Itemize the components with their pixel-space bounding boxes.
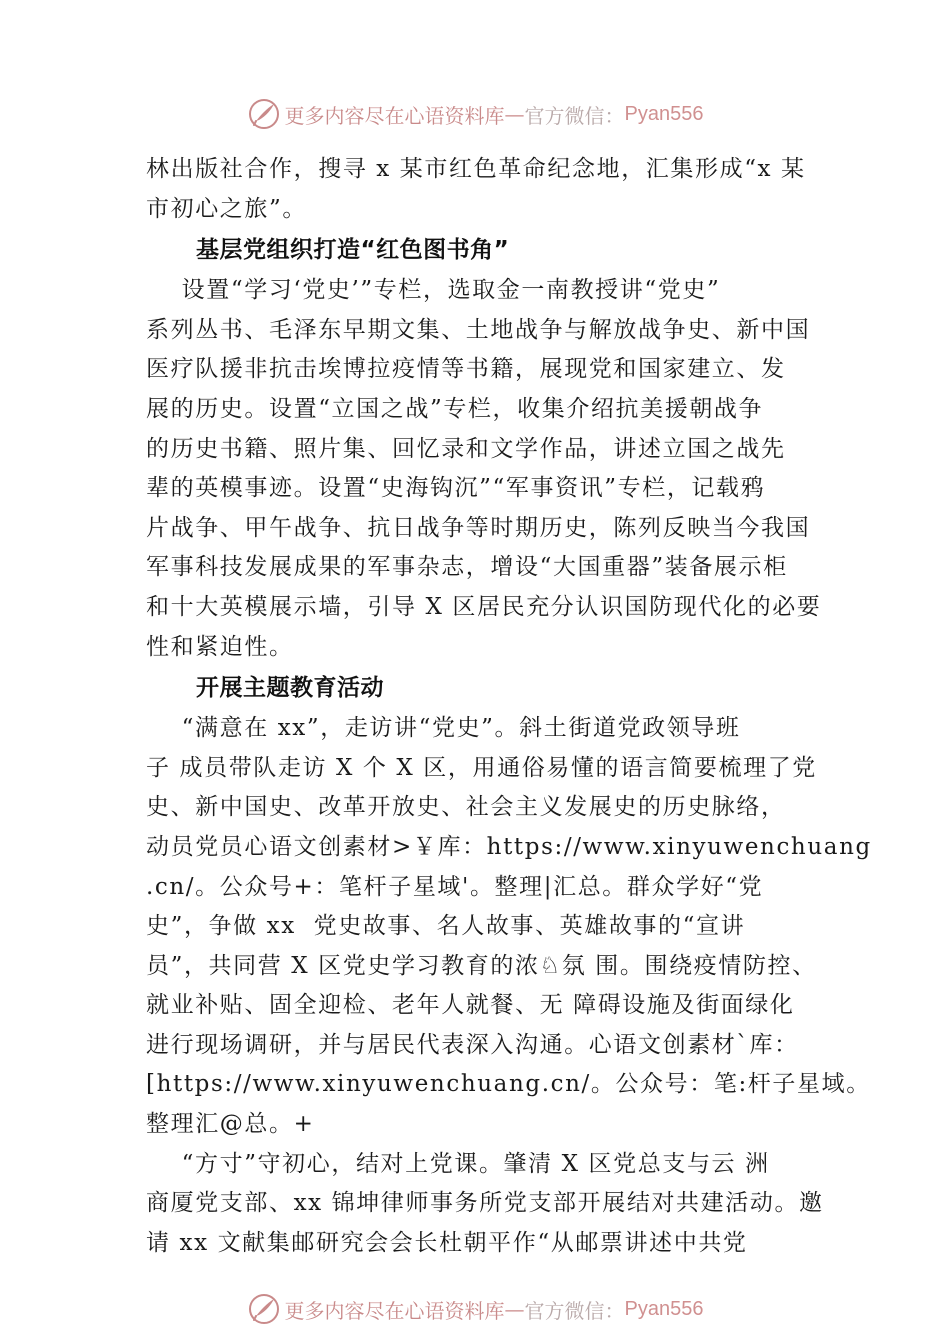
section-heading: 开展主题教育活动 [196,675,384,702]
text-line: 性和紧迫性。 [146,633,294,660]
text-line: 整理汇@总。+ [146,1111,315,1138]
watermark-wechat-id: Pyan556 [624,102,704,125]
watermark-banner-top [0,92,950,136]
quill-circle-logo-icon [247,1292,281,1326]
text-line: 进行现场调研，并与居民代表深入沟通。心语文创素材`库： [146,1031,799,1058]
text-line: 林出版社合作，搜寻 x 某市红色革命纪念地，汇集形成“x 某 [146,156,806,182]
watermark-main-text: 更多内容尽在心语资料库 [284,1298,505,1323]
text-line: 就业补贴、固全迎检、老年人就餐、无 障碍设施及街面绿化 [146,992,795,1019]
quill-circle-logo-icon [247,97,281,131]
watermark-banner-bottom [0,1287,950,1331]
text-line: 史”，争做 xx 党史故事、名人故事、英雄故事的“宣讲 [146,913,746,940]
watermark-wechat-id: Pyan556 [624,1297,704,1320]
text-line: 医疗队援非抗击埃博拉疫情等书籍，展现党和国家建立、发 [146,356,786,383]
text-line: 和十大英模展示墙，引导 X 区居民充分认识国防现代化的必要 [146,593,822,620]
watermark-dash: — [504,1297,525,1321]
text-line: 史、新中国史、改革开放史、社会主义发展史的历史脉络， [146,794,786,821]
paragraph [146,271,836,667]
paragraph [146,150,836,229]
text-line: 商厦党支部、xx 锦坤律师事务所党支部开展结对共建活动。邀 [146,1190,824,1217]
text-line: 员”，共同营 X 区党史学习教育的浓♘氛 围。围绕疫情防控、 [146,952,817,979]
text-line: 子 成员带队走访 X 个 X 区，用通俗易懂的语言简要梳理了党 [146,754,817,781]
watermark-wechat-label: 官方微信： [524,103,625,128]
text-line: 动员党员心语文创素材>￥库：https://www.xinyuwenchuang [146,833,872,860]
text-line: [https://www.xinyuwenchuang.cn/。公众号：笔:杆子星域。 [146,1071,871,1098]
text-line: 展的历史。设置“立国之战”专栏，收集介绍抗美援朝战争 [146,395,764,422]
text-line: “方寸”守初心，结对上党课。肇清 X 区党总支与云 洲 [146,1150,770,1177]
text-line: 片战争、甲午战争、抗日战争等时期历史，陈列反映当今我国 [146,514,811,541]
text-line: .cn/。公众号+：笔杆子星域'。整理|汇总。群众学好“党 [146,873,764,900]
text-line: 市初心之旅”。 [146,195,307,222]
document-body [146,150,872,1263]
watermark-dash: — [504,102,525,126]
paragraph [146,709,872,1145]
text-line: 系列丛书、毛泽东早期文集、土地战争与解放战争史、新中国 [146,316,811,343]
text-line: “满意在 xx”，走访讲“党史”。斜土街道党政领导班 [146,715,741,742]
watermark-wechat-label: 官方微信： [524,1298,625,1323]
text-line: 军事科技发展成果的军事杂志，增设“大国重器”装备展示柜 [146,554,788,581]
watermark-main-text: 更多内容尽在心语资料库 [284,103,505,128]
text-line: 的历史书籍、照片集、回忆录和文学作品，讲述立国之战先 [146,435,786,462]
section-heading: 基层党组织打造“红色图书角” [196,237,510,264]
text-line: 请 xx 文献集邮研究会会长杜朝平作“从邮票讲述中共党 [146,1229,748,1256]
paragraph [146,1145,836,1264]
text-line: 辈的英模事迹。设置“史海钩沉”“军事资讯”专栏，记载鸦 [146,475,766,502]
text-line: 设置“学习‘党史’”专栏，选取金一南教授讲“党史” [146,277,721,304]
